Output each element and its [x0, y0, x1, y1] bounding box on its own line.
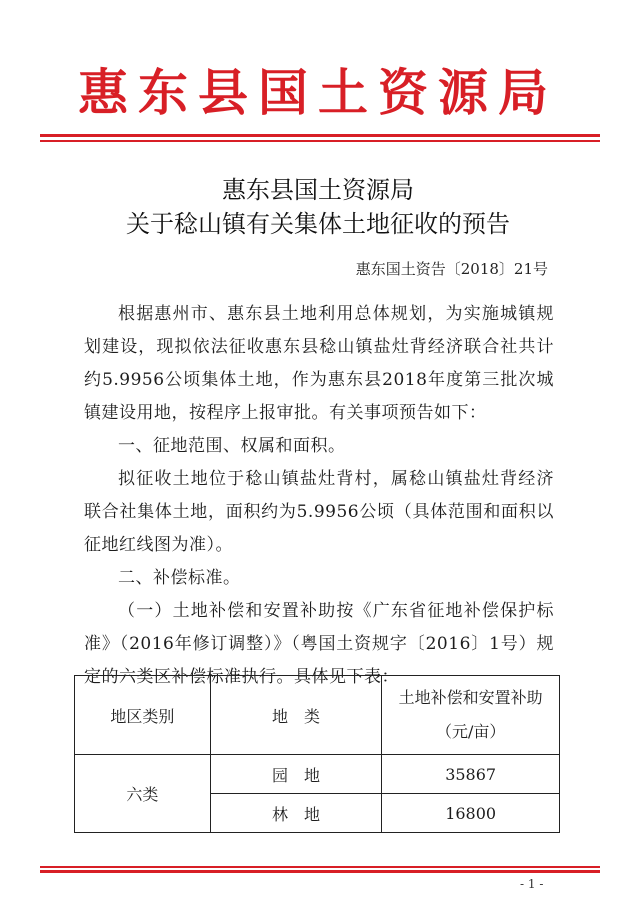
footer-red-rule-thick [40, 870, 600, 873]
compensation-table [74, 675, 560, 833]
section-heading-scope: 一、征地范围、权属和面积。 [118, 436, 346, 456]
document-title-line1: 惠东县国土资源局 [222, 176, 414, 204]
header-region-type: 地区类别 [75, 676, 211, 755]
paragraph-compensation: （一）土地补偿和安置补助按《广东省征地补偿保护标准》（2016年修订调整）》（粤国土资规字〔2016〕1号）规定的六类区补偿标准执行。具体见下表： [84, 601, 554, 687]
header-red-rule-thick [40, 134, 600, 137]
header-compensation-line2: （元/亩） [435, 722, 506, 741]
header-compensation-line1: 土地补偿和安置补助 [398, 688, 543, 707]
document-title-line2: 关于稔山镇有关集体土地征收的预告 [126, 210, 510, 238]
table-header-row [75, 676, 560, 755]
header-red-rule-thin [40, 140, 600, 142]
header-land-type: 地 类 [210, 676, 382, 755]
compensation-value-cell: 16800 [382, 794, 560, 833]
paragraph-intro: 根据惠州市、惠东县土地利用总体规划，为实施城镇规划建设，现拟依法征收惠东县稔山镇盐灶背经济联合社共计约5.9956公顷集体土地，作为惠东县2018年度第三批次城镇建设用地，按程序上报审批。有关事项预告如下： [84, 304, 554, 423]
land-type-cell: 园 地 [210, 755, 382, 794]
footer-red-rule-thin [40, 866, 600, 868]
land-type-cell: 林 地 [210, 794, 382, 833]
paragraph-scope: 拟征收土地位于稔山镇盐灶背村，属稔山镇盐灶背经济联合社集体土地，面积约为5.9956公顷（具体范围和面积以征地红线图为准）。 [84, 469, 554, 555]
region-cell: 六类 [75, 755, 211, 833]
header-compensation [382, 676, 560, 755]
page-number: - 1 - [520, 877, 544, 891]
issuing-authority-header: 惠东县国土资源局 [78, 63, 558, 122]
document-number: 惠东国土资告〔2018〕21号 [355, 260, 548, 278]
section-heading-compensation: 二、补偿标准。 [118, 568, 241, 588]
table-row [75, 755, 560, 794]
compensation-value-cell: 35867 [382, 755, 560, 794]
